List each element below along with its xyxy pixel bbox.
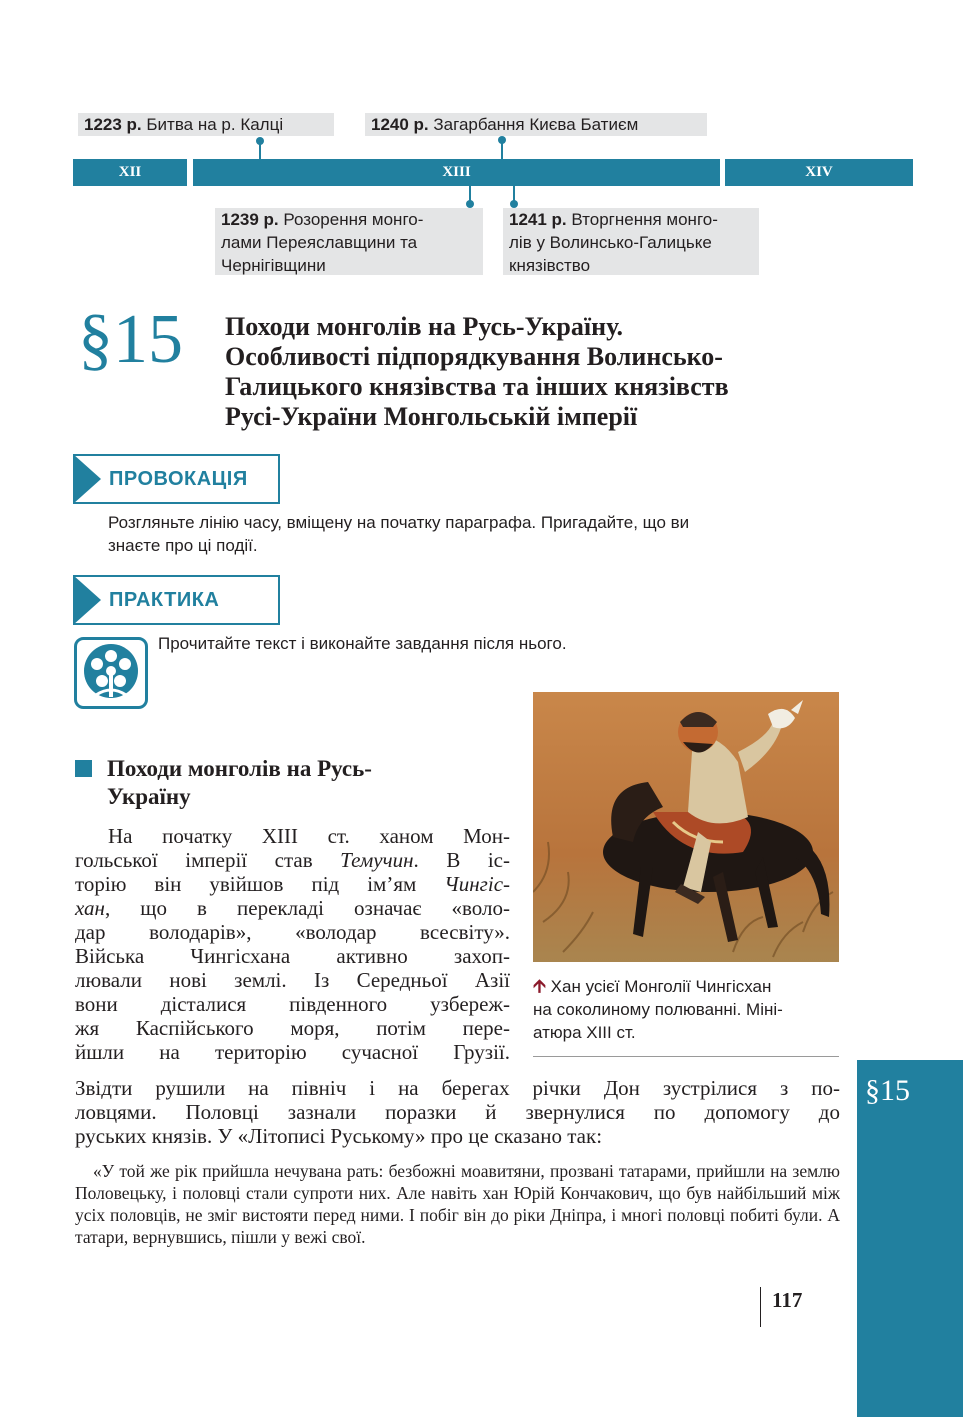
timeline-dot bbox=[510, 200, 518, 208]
century-xiii: XIII bbox=[193, 159, 720, 186]
paragraph-num: 15 bbox=[113, 301, 183, 378]
timeline-event-1240 bbox=[365, 113, 707, 136]
text-line: ловцями. Половці зазнали поразки й звернулися по допомогу до bbox=[75, 1100, 840, 1124]
body-narrow bbox=[75, 824, 510, 1064]
text-line: дар володарів», «володар всесвіту». bbox=[75, 920, 510, 944]
title-line: Русі-України Монгольській імперії bbox=[225, 402, 638, 431]
section-title bbox=[107, 755, 467, 811]
title-line: Україну bbox=[107, 784, 191, 809]
caption-arrow-icon: 🡩 bbox=[533, 976, 546, 996]
practice-label: ПРАКТИКА bbox=[109, 589, 220, 611]
paragraph-number bbox=[78, 300, 183, 380]
chronicle-quote: «У той же рік прийшла нечувана рать: безбожні моавитяни, прозвані татарами, прийшли на землю Половецьку, і половці стали супроти них. Але навіть хан Юрій Кончакович, що був найбільший між усіх половців, не зміг вистояти перед ними. І побіг він до ріки Дніпра, і многі половці побиті були. А татари, вернувшись, пішли у вежі свої. bbox=[75, 1161, 840, 1247]
event-text: Загарбання Києва Батиєм bbox=[433, 115, 639, 134]
side-tab bbox=[857, 1060, 963, 1417]
text-line: хан, що в перекладі означає «воло- bbox=[75, 896, 510, 920]
event-year: 1223 р. bbox=[84, 115, 142, 134]
timeline-dot bbox=[498, 136, 506, 144]
illustration-caption bbox=[533, 975, 843, 1044]
event-text: Розорення монго- bbox=[283, 210, 424, 229]
timeline-event-1223 bbox=[78, 113, 334, 136]
text-line: На початку XIII ст. ханом Мон- bbox=[108, 824, 510, 848]
practice-text: Прочитайте текст і виконайте завдання після нього. bbox=[158, 634, 567, 653]
text-line: гольської імперії став Темучин. В іс- bbox=[75, 848, 510, 872]
century-xii: XII bbox=[73, 159, 187, 186]
event-text: лів у Волинсько-Галицьке bbox=[509, 233, 712, 252]
title-line: Особливості підпорядкування Волинсько- bbox=[225, 342, 723, 371]
caption-line: Хан усієї Монголії Чингісхан bbox=[550, 977, 772, 996]
text-line: жя Каспійського моря, потім пере- bbox=[75, 1016, 510, 1040]
body-wide bbox=[75, 1076, 840, 1148]
text-line: лювали нові землі. Із Середньої Азії bbox=[75, 968, 510, 992]
caption-line: на соколиному полюванні. Міні- bbox=[533, 1000, 783, 1019]
event-year: 1239 р. bbox=[221, 210, 279, 229]
genghis-khan-miniature bbox=[533, 692, 839, 962]
paragraph-sign: § bbox=[78, 301, 113, 378]
tag-arrow-icon bbox=[73, 575, 101, 625]
side-tab-label: §15 bbox=[865, 1074, 910, 1107]
text-line: йшли на територію сучасної Грузії. bbox=[75, 1040, 510, 1064]
text-line: вони дісталися південного узбереж- bbox=[75, 992, 510, 1016]
timeline-event-1241 bbox=[503, 208, 759, 275]
timeline-dot bbox=[256, 137, 264, 145]
title-line: Галицького князівства та інших князівств bbox=[225, 372, 729, 401]
text-line: руських князів. У «Літописі Руському» про це сказано так: bbox=[75, 1124, 603, 1148]
title-line: Походи монголів на Русь- bbox=[107, 756, 372, 781]
caption-divider bbox=[533, 1056, 839, 1057]
section-square-icon bbox=[75, 760, 92, 777]
provocation-tag bbox=[73, 454, 280, 504]
reading-tree-icon bbox=[74, 637, 148, 709]
provocation-text bbox=[108, 511, 828, 557]
event-year: 1241 р. bbox=[509, 210, 567, 229]
title-line: Походи монголів на Русь-Україну. bbox=[225, 312, 623, 341]
event-text: лами Переяславщини та bbox=[221, 233, 418, 252]
page-number: 117 bbox=[772, 1288, 803, 1312]
provocation-label: ПРОВОКАЦІЯ bbox=[109, 468, 248, 490]
event-text: Чернігівщини bbox=[221, 256, 326, 275]
text-line: Війська Чингісхана активно захоп- bbox=[75, 944, 510, 968]
text-line: знаєте про ці події. bbox=[108, 536, 258, 555]
timeline-event-1239 bbox=[215, 208, 483, 275]
text-line: Звідти рушили на північ і на берегах річки Дон зустрілися з по- bbox=[75, 1076, 840, 1100]
event-text: Битва на р. Калці bbox=[146, 115, 284, 134]
century-xiv: XIV bbox=[725, 159, 913, 186]
timeline-dot bbox=[466, 200, 474, 208]
text-line: торію він увійшов під ім’ям Чингіс- bbox=[75, 872, 511, 896]
page-number-rule bbox=[760, 1287, 761, 1327]
text-line: Розгляньте лінію часу, вміщену на початку параграфа. Пригадайте, що ви bbox=[108, 513, 690, 532]
event-year: 1240 р. bbox=[371, 115, 429, 134]
event-text: князівство bbox=[509, 256, 591, 275]
paragraph-title bbox=[225, 312, 845, 432]
caption-line: атюра XIII ст. bbox=[533, 1023, 636, 1042]
tag-arrow-icon bbox=[73, 454, 101, 504]
practice-tag bbox=[73, 575, 280, 625]
event-text: Вторгнення монго- bbox=[571, 210, 718, 229]
